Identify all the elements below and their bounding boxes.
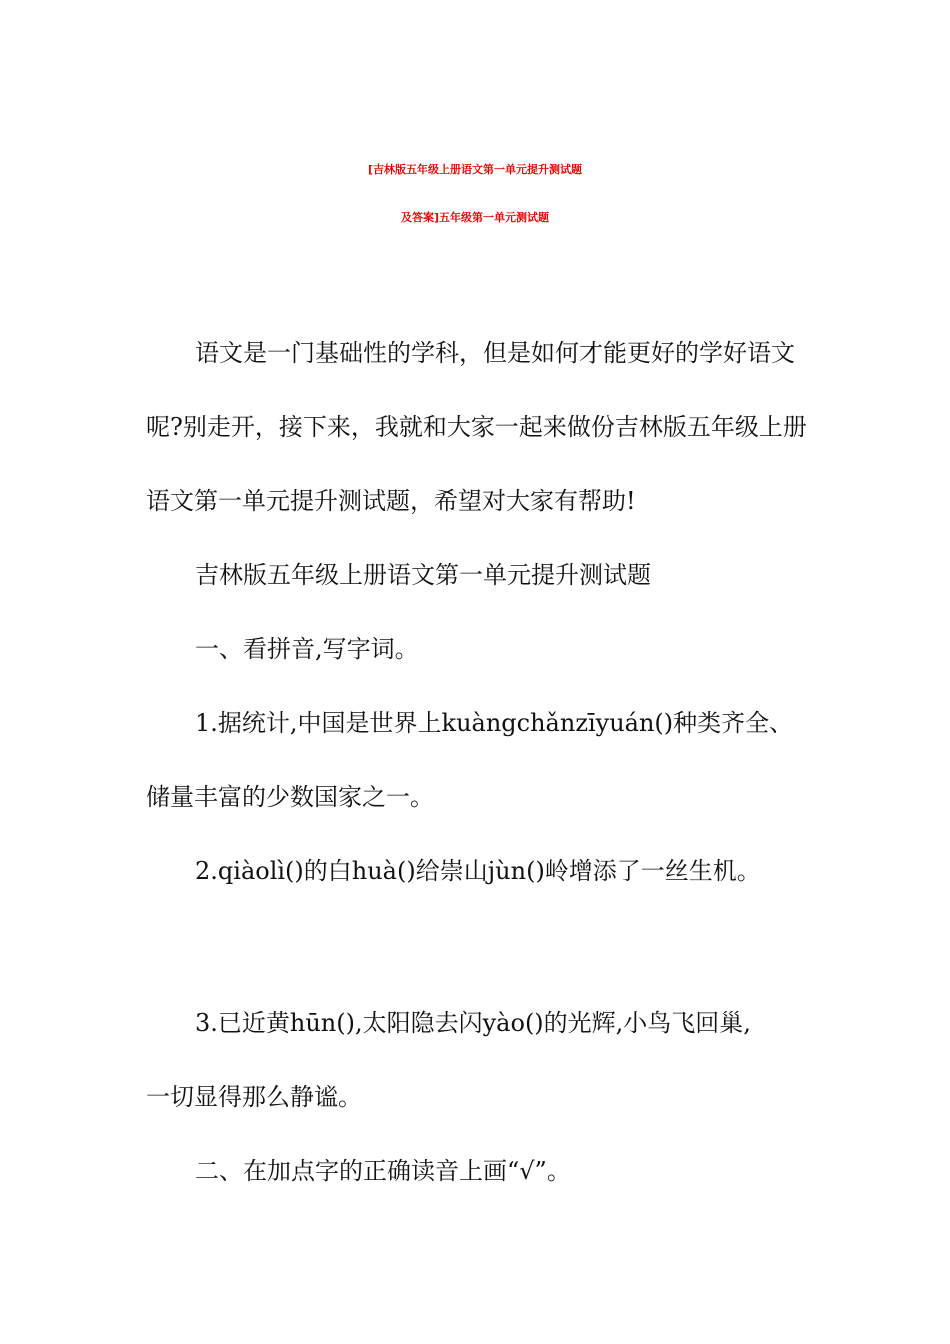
question-3-line-1: 3.已近黄hūn(),太阳隐去闪yào()的光辉,小鸟飞回巢, (195, 1009, 751, 1037)
intro-paragraph-line-3: 语文第一单元提升测试题，希望对大家有帮助! (146, 487, 636, 515)
intro-paragraph-line-2: 呢?别走开，接下来，我就和大家一起来做份吉林版五年级上册 (146, 413, 807, 441)
document-title-line-2: 及答案]五年级第一单元测试题 (400, 211, 550, 224)
test-subtitle: 吉林版五年级上册语文第一单元提升测试题 (195, 561, 651, 589)
section-2-heading: 二、在加点字的正确读音上画“√”。 (195, 1157, 571, 1185)
question-3-line-2: 一切显得那么静谧。 (146, 1083, 362, 1111)
question-1-line-2: 储量丰富的少数国家之一。 (146, 783, 434, 811)
document-title-line-1: [吉林版五年级上册语文第一单元提升测试题 (367, 163, 583, 176)
intro-paragraph-line-1: 语文是一门基础性的学科，但是如何才能更好的学好语文 (195, 339, 795, 367)
section-1-heading: 一、看拼音,写字词。 (195, 635, 419, 663)
question-2: 2.qiàolì()的白huà()给崇山jùn()岭增添了一丝生机。 (195, 857, 761, 885)
question-1-line-1: 1.据统计,中国是世界上kuàngchǎnzīyuán()种类齐全、 (195, 709, 794, 737)
